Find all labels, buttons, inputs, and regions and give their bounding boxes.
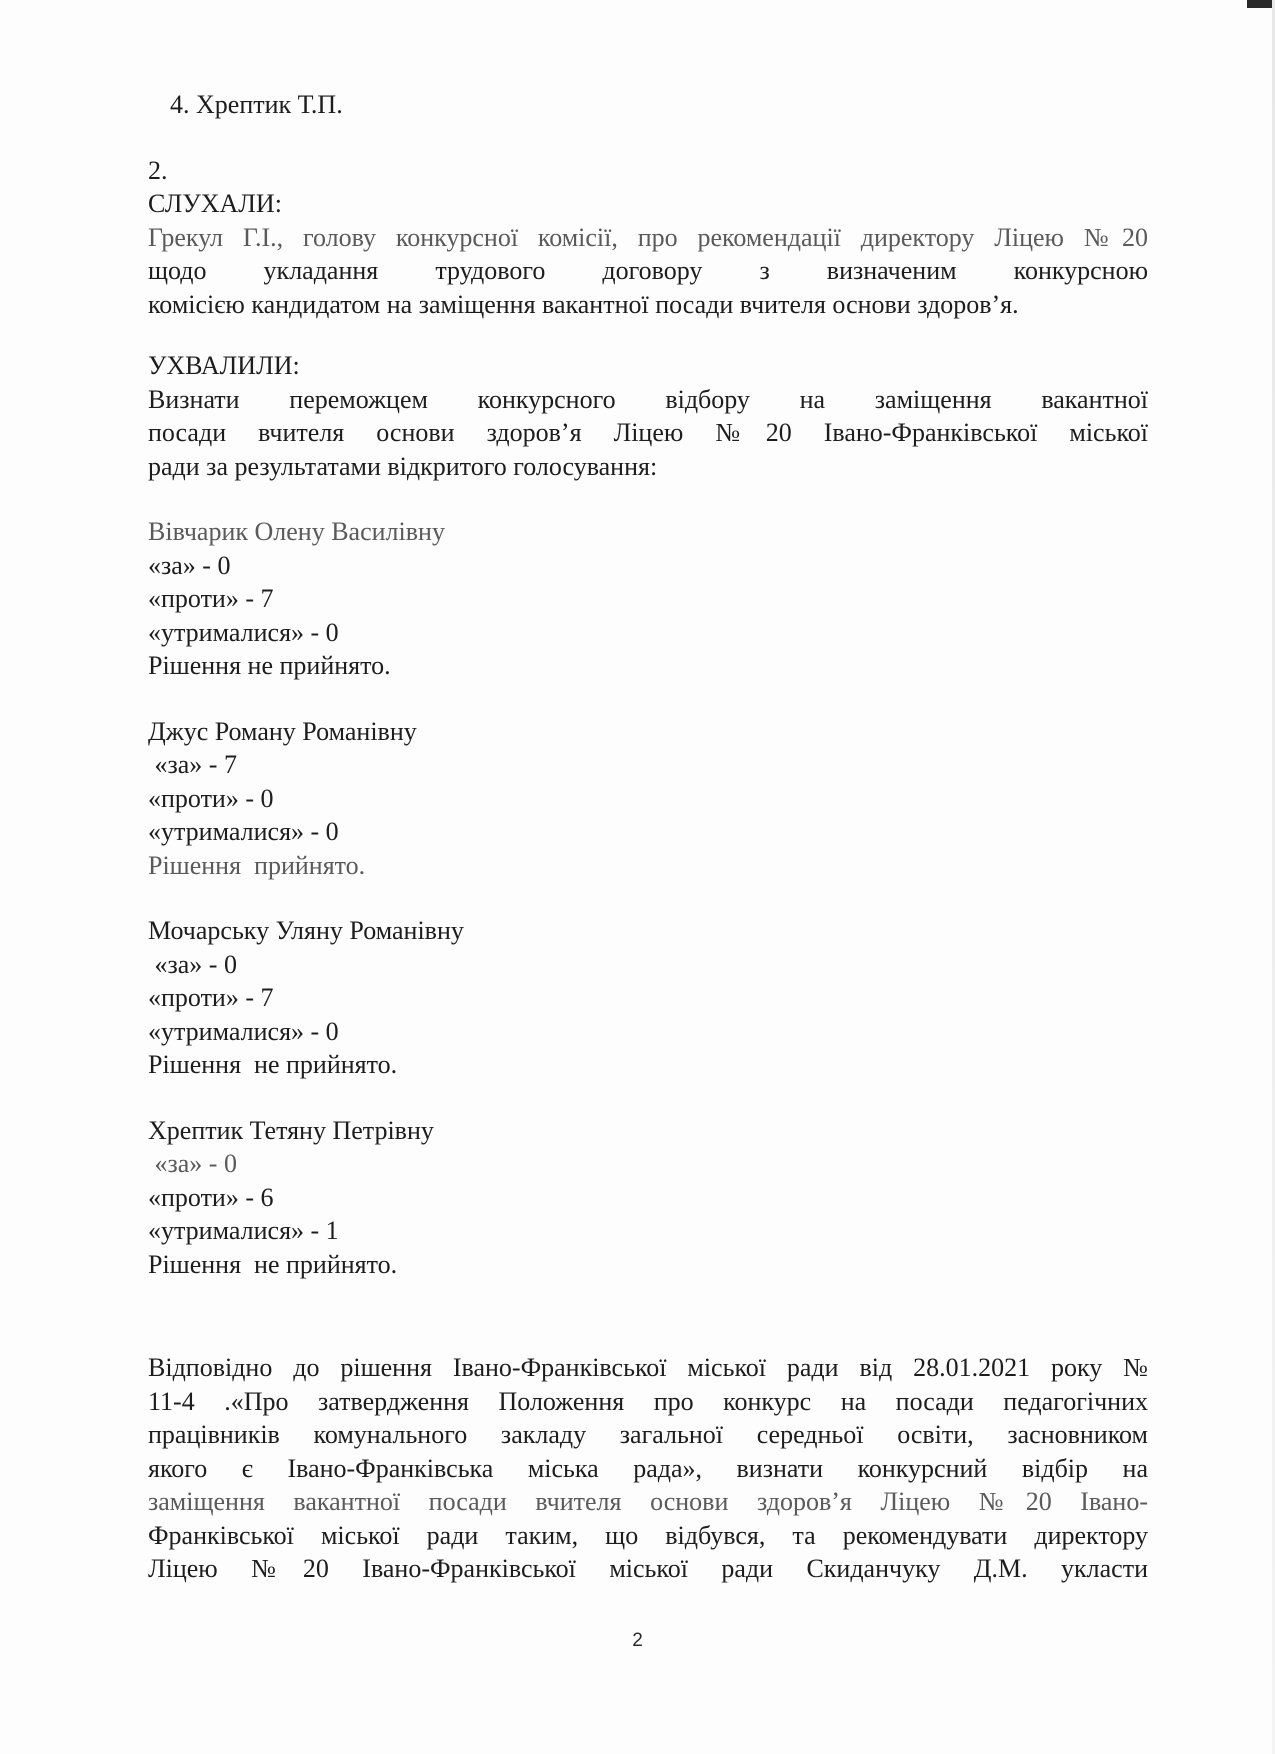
section-number: 2. xyxy=(148,155,168,185)
resolved-line-3: ради за результатами відкритого голосування: xyxy=(148,451,658,481)
vote-abstained: «утрималися» - 0 xyxy=(148,617,339,647)
page-number: 2 xyxy=(632,1630,643,1651)
heard-heading: СЛУХАЛИ: xyxy=(148,189,282,218)
vote-abstained: «утрималися» - 0 xyxy=(148,1016,339,1046)
heard-line-1: Грекул Г.І., голову конкурсної комісії, про рекомендації директору Ліцею №20 xyxy=(148,222,1148,252)
vote-for: «за» - 0 xyxy=(148,1149,237,1178)
final-line-2: 11-4 .«Про затвердження Положення про конкурс на посади педагогічних xyxy=(148,1386,1148,1416)
candidate-name: Джус Роману Романівну xyxy=(148,716,417,746)
candidate-block-4 xyxy=(148,1114,1148,1282)
vote-abstained: «утрималися» - 1 xyxy=(148,1216,339,1245)
vote-against: «проти» - 7 xyxy=(148,983,274,1012)
decision: Рішення не прийнято. xyxy=(148,1050,398,1079)
candidate-block-1 xyxy=(148,515,1148,683)
candidate-name: Хрептик Тетяну Петрівну xyxy=(148,1115,434,1145)
vote-for: «за» - 0 xyxy=(148,550,231,580)
final-line-3: працівників комунального закладу загальної середньої освіти, засновником xyxy=(148,1420,1148,1449)
final-line-4: якого є Івано-Франківська міська рада», визнати конкурсний відбір на xyxy=(148,1453,1148,1483)
final-line-1: Відповідно до рішення Івано-Франківської міської ради від 28.01.2021 року № xyxy=(148,1353,1148,1382)
heard-line-3: комісією кандидатом на заміщення вакантної посади вчителя основи здоров’я. xyxy=(148,289,1019,319)
final-line-7: Ліцею №20 Івано-Франківської міської ради Скиданчуку Д.М. укласти xyxy=(148,1554,1148,1583)
resolved-heading: УХВАЛИЛИ: xyxy=(148,351,300,380)
heard-line-2: щодо укладання трудового договору з визначеним конкурсною xyxy=(148,256,1148,285)
candidate-name: Мочарську Уляну Романівну xyxy=(148,916,464,945)
list-item-4: 4. Хрептик Т.П. xyxy=(170,90,343,119)
final-line-5: заміщення вакантної посади вчителя основи здоров’я Ліцею №20 Івано- xyxy=(148,1487,1148,1516)
resolved-paragraph xyxy=(148,383,1148,484)
vote-against: «проти» - 0 xyxy=(148,783,274,813)
resolved-line-1: Визнати переможцем конкурсного відбору на заміщення вакантної xyxy=(148,384,1148,414)
vote-for: «за» - 7 xyxy=(148,750,237,779)
decision: Рішення не прийнято. xyxy=(148,1249,398,1279)
heard-paragraph xyxy=(148,221,1148,322)
decision: Рішення не прийнято. xyxy=(148,651,391,680)
vote-for: «за» - 0 xyxy=(148,949,237,979)
candidate-block-2 xyxy=(148,715,1148,883)
scan-edge-mark xyxy=(1247,0,1275,8)
vote-against: «проти» - 6 xyxy=(148,1182,274,1212)
resolved-line-2: посади вчителя основи здоров’я Ліцею №20 Івано-Франківської міської xyxy=(148,418,1148,447)
decision: Рішення прийнято. xyxy=(148,850,366,880)
candidate-name: Вівчарик Олену Василівну xyxy=(148,517,445,546)
vote-against: «проти» - 7 xyxy=(148,584,274,613)
document-body xyxy=(148,88,1148,1586)
candidate-block-3 xyxy=(148,914,1148,1082)
final-line-6: Франківської міської ради таким, що відбувся, та рекомендувати директору xyxy=(148,1520,1148,1550)
vote-abstained: «утрималися» - 0 xyxy=(148,817,339,846)
final-paragraph xyxy=(148,1351,1148,1586)
